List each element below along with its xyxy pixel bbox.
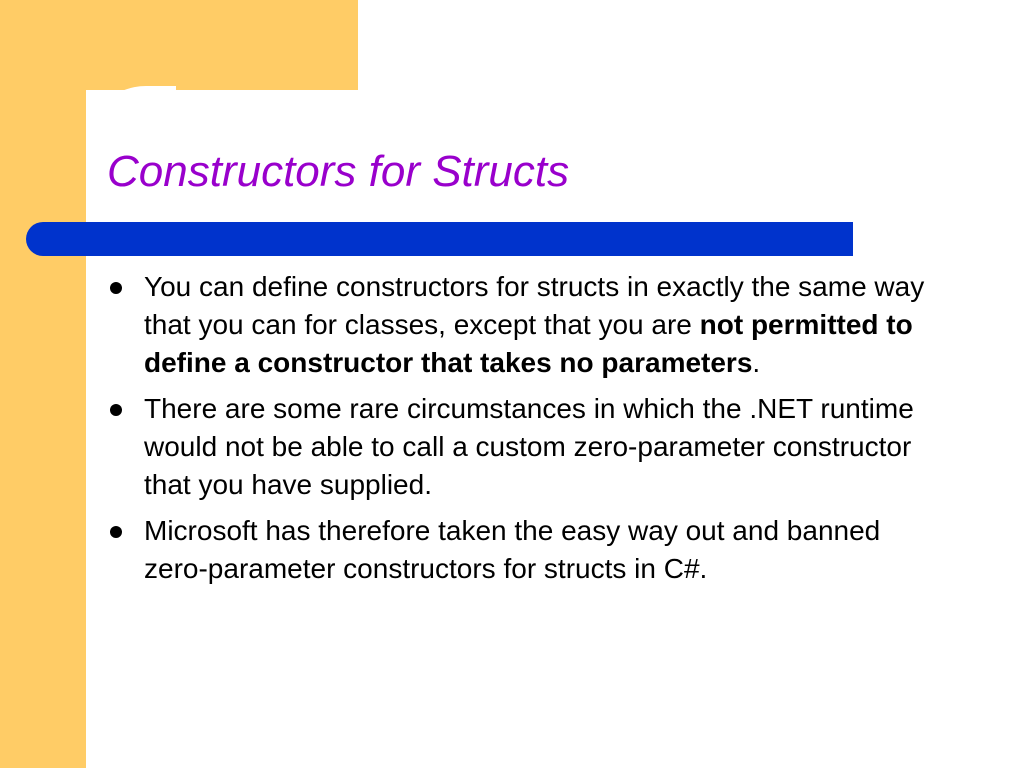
bullet-dot-icon bbox=[110, 404, 122, 416]
bullet-dot-icon bbox=[110, 282, 122, 294]
bullet-item bbox=[106, 390, 946, 504]
bullet-text bbox=[144, 268, 946, 382]
bullet-text-segment: . bbox=[752, 347, 761, 378]
bullet-item bbox=[106, 512, 946, 588]
bullet-dot-icon bbox=[110, 526, 122, 538]
bullet-text-emphasis: not permitted to define a constructor that takes no parameters bbox=[144, 309, 913, 378]
bullet-text: There are some rare circumstances in which the .NET runtime would not be able to call a custom zero-parameter constructor that you have supplied. bbox=[144, 393, 914, 500]
bullet-text-segment: You can define constructors for structs in exactly the same way that you can for classes, except that you are bbox=[144, 271, 925, 340]
title-underline-bar bbox=[26, 222, 853, 256]
bullet-list bbox=[106, 268, 946, 596]
left-decorative-band bbox=[0, 0, 86, 768]
bullet-text: Microsoft has therefore taken the easy way out and banned zero-parameter constructors for structs in C#. bbox=[144, 515, 881, 584]
top-decorative-band bbox=[0, 0, 358, 90]
bullet-item bbox=[106, 268, 946, 382]
slide-title: Constructors for Structs bbox=[107, 147, 570, 196]
